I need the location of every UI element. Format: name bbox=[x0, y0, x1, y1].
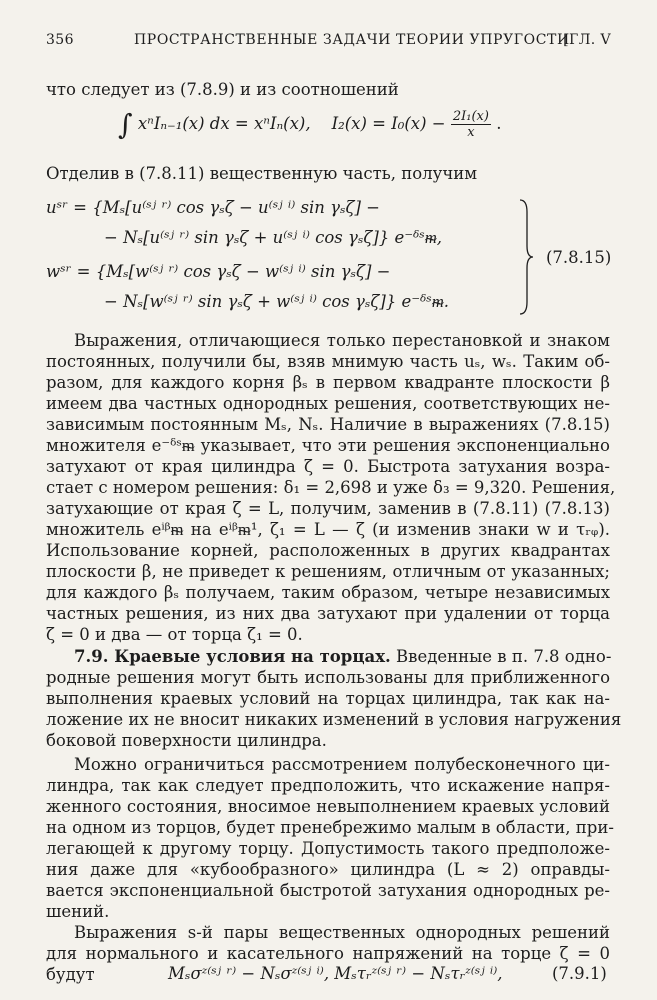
text-line: множителя e⁻ᵟˢᵯ указывает, что эти решения экспоненциально bbox=[46, 436, 610, 455]
equation-number-7-8-15: (7.8.15) bbox=[546, 248, 612, 267]
bessel-relation: I₂(x) = I₀(x) − bbox=[331, 114, 446, 133]
text-line: для каждого βₛ получаем, таким образом, четыре независимых bbox=[46, 583, 610, 602]
paragraph-homogeneous-solutions bbox=[46, 330, 616, 645]
text-line: родные решения могут быть использованы для приближенного bbox=[46, 668, 610, 687]
text-line: множитель eⁱᵝᵯ на eⁱᵝᵯ¹, ζ₁ = L — ζ (и изменив знаки w и τᵣᵩ). bbox=[46, 520, 610, 539]
text-line: плоскости β, не приведет к решениям, отличным от указанных; bbox=[46, 562, 610, 581]
text-line: будут bbox=[46, 965, 95, 984]
paragraph-semi-infinite bbox=[46, 754, 614, 922]
text-line: затухающие от края ζ = L, получим, заменив в (7.8.11) (7.8.13) bbox=[46, 499, 610, 518]
text-line: частных решения, из них два затухают при удалении от торца bbox=[46, 604, 610, 623]
integral-formula: xⁿIₙ₋₁(x) dx = xⁿIₙ(x), bbox=[137, 114, 311, 133]
separated-line: Отделив в (7.8.11) вещественную часть, получим bbox=[46, 164, 478, 183]
text-line: ложение их не вносит никаких изменений в условия нагружения bbox=[46, 710, 622, 729]
text-line: постоянных, получили бы, взяв мнимую часть uₛ, wₛ. Таким об- bbox=[46, 352, 610, 371]
bessel-fraction bbox=[451, 109, 491, 140]
text-line: на одном из торцов, будет пренебрежимо малым в области, при- bbox=[46, 818, 614, 837]
fraction-numerator: 2I₁(x) bbox=[452, 109, 489, 124]
text-line: ния даже для «кубообразного» цилиндра (L ≈ 2) оправды- bbox=[46, 860, 610, 879]
text-line: шений. bbox=[46, 902, 110, 921]
text-line: Можно ограничиться рассмотрением полубесконечного ци- bbox=[74, 755, 610, 774]
integral-equation: ∫ xⁿIₙ₋₁(x) dx = xⁿIₙ(x), I₂(x) = I₀(x) − $\frac{\text{2I₁(x)}}{x}$ . bbox=[118, 108, 502, 141]
text-line: имеем два частных однородных решения, соответствующих не- bbox=[46, 394, 610, 413]
text-line: для нормального и касательного напряжений на торце ζ = 0 bbox=[46, 944, 610, 963]
system-row-2: − Nₛ[u⁽ˢʲ ʳ⁾ sin γₛζ + u⁽ˢʲ ⁱ⁾ cos γₛζ]} e⁻ᵟˢᵯ, bbox=[104, 228, 443, 247]
text-line: ζ = 0 и два — от торца ζ₁ = 0. bbox=[46, 625, 303, 644]
text-line: женного состояния, вносимое невыполнением краевых условий bbox=[46, 797, 610, 816]
text-line: Использование корней, расположенных в других квадрантах bbox=[46, 541, 610, 560]
system-row-4: − Nₛ[w⁽ˢʲ ʳ⁾ sin γₛζ + w⁽ˢʲ ⁱ⁾ cos γₛζ]} e⁻ᵟˢᵯ. bbox=[104, 292, 449, 311]
text-line: Введенные в п. 7.8 одно- bbox=[390, 647, 612, 666]
page-number: 356 bbox=[46, 32, 74, 48]
running-title: ПРОСТРАНСТВЕННЫЕ ЗАДАЧИ ТЕОРИИ УПРУГОСТИ bbox=[134, 32, 570, 48]
text-line: вается экспоненциальной быстротой затухания однородных ре- bbox=[46, 881, 610, 900]
section-7-9 bbox=[46, 646, 622, 751]
text-line: боковой поверхности цилиндра. bbox=[46, 731, 327, 750]
text-line: стает с номером решения: δ₁ = 2,698 и уже δ₃ = 9,320. Решения, bbox=[46, 478, 616, 497]
system-row-1: uˢʳ = {Mₛ[u⁽ˢʲ ʳ⁾ cos γₛζ − u⁽ˢʲ ⁱ⁾ sin γₛζ] − bbox=[46, 198, 380, 217]
system-row-3: wˢʳ = {Mₛ[w⁽ˢʲ ʳ⁾ cos γₛζ − w⁽ˢʲ ⁱ⁾ sin γₛζ] − bbox=[46, 262, 391, 281]
running-header bbox=[46, 32, 611, 56]
text-line: разом, для каждого корня βₛ в первом квадранте плоскости β bbox=[46, 373, 610, 392]
section-first-line bbox=[46, 646, 610, 667]
equation-number-7-9-1: (7.9.1) bbox=[552, 964, 607, 983]
text-line: зависимым постоянным Mₛ, Nₛ. Наличие в выражениях (7.8.15) bbox=[46, 415, 610, 434]
text-line: Выражения s-й пары вещественных однородных решений bbox=[74, 923, 610, 942]
integral-sign: ∫ bbox=[118, 108, 133, 141]
right-brace bbox=[518, 198, 534, 316]
chapter-label: [ГЛ. V bbox=[563, 32, 611, 48]
fraction-denominator: x bbox=[467, 125, 475, 140]
text-line: линдра, так как следует предположить, что искажение напря- bbox=[46, 776, 610, 795]
text-line: легающей к другому торцу. Допустимость такого предположе- bbox=[46, 839, 610, 858]
text-line: выполнения краевых условий на торцах цилиндра, так как на- bbox=[46, 689, 610, 708]
intro-line: что следует из (7.8.9) и из соотношений bbox=[46, 80, 399, 99]
stress-equation: Mₛσᶻ⁽ˢʲ ʳ⁾ − Nₛσᶻ⁽ˢʲ ⁱ⁾, Mₛτᵣᶻ⁽ˢʲ ʳ⁾ − Nₛτᵣᶻ⁽ˢʲ ⁱ⁾, bbox=[168, 964, 503, 983]
text-line: затухают от края цилиндра ζ = 0. Быстрота затухания возра- bbox=[46, 457, 610, 476]
section-title: 7.9. Краевые условия на торцах. bbox=[74, 647, 391, 666]
text-line: Выражения, отличающиеся только перестановкой и знаком bbox=[74, 331, 610, 350]
